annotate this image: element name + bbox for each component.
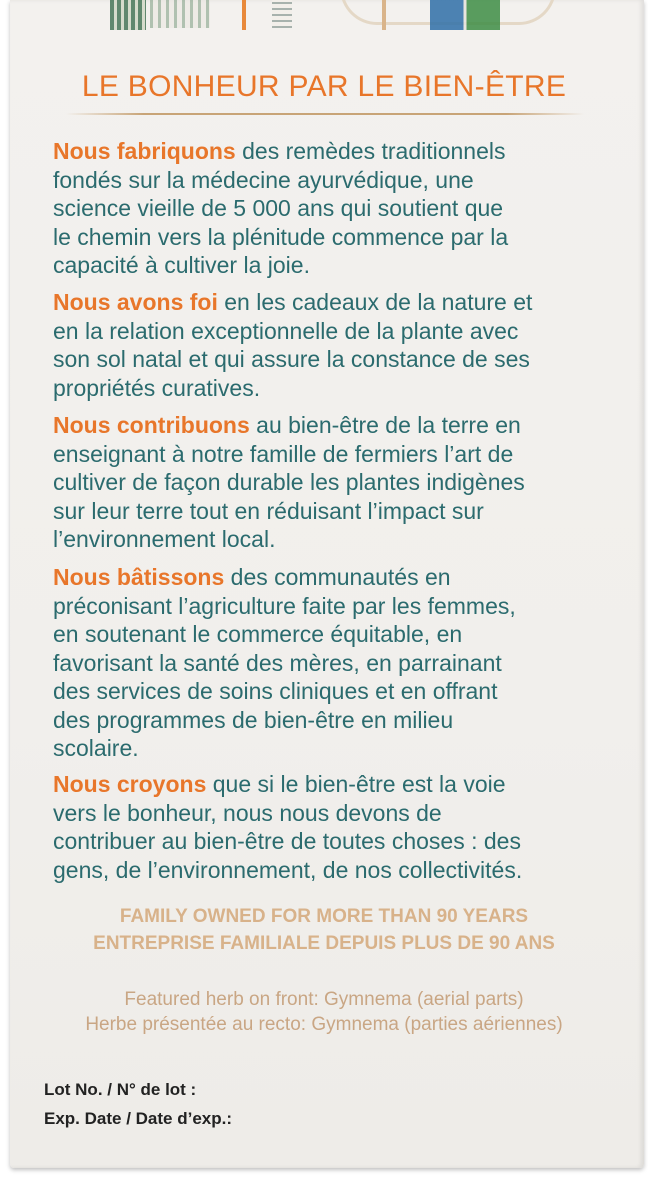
paragraph-line: en les cadeaux de la nature et (217, 289, 533, 315)
paragraph-line: l’environnement local. (53, 526, 276, 552)
top-edge-graphic (110, 0, 146, 30)
featured-herb-fr: Herbe présentée au recto: Gymnema (parties aériennes) (85, 1014, 563, 1035)
paragraph-fabriquons (53, 137, 613, 280)
paragraph-lead: Nous avons foi (53, 289, 218, 315)
paragraph-line: propriétés curatives. (53, 374, 261, 401)
expiry-date-label: Exp. Date / Date d’exp.: (44, 1109, 232, 1128)
paragraph-line: cultiver de façon durable les plantes indigènes (53, 469, 525, 495)
paragraph-line: au bien-être de la terre en (249, 412, 521, 438)
paragraph-line: son sol natal et qui assure la constance de ses (53, 346, 530, 372)
lot-number-label: Lot No. / N° de lot : (44, 1080, 197, 1099)
paragraph-line: en la relation exceptionnelle de la plante avec (53, 317, 519, 344)
paragraph-batissons (53, 563, 613, 763)
paragraph-line: préconisant l’agriculture faite par les femmes, (53, 592, 516, 619)
paragraph-croyons (53, 770, 613, 884)
paragraph-avons-foi (53, 288, 613, 402)
paragraph-line: des services de soins cliniques et en offrant (53, 678, 498, 704)
paragraph-lead: Nous contribuons (53, 412, 250, 438)
paragraph-line: le chemin vers la plénitude commence par la (53, 223, 509, 250)
paragraph-line: gens, de l’environnement, de nos collectivités. (53, 856, 523, 883)
paragraph-line: capacité à cultiver la joie. (53, 252, 310, 278)
paragraph-line: science vieille de 5 000 ans qui soutient que (53, 195, 504, 221)
package-top-edge-artwork (10, 0, 644, 38)
paragraph-contribuons (53, 411, 613, 554)
paragraph-line: des programmes de bien-être en milieu (53, 706, 454, 733)
paragraph-line: des remèdes traditionnels (235, 138, 506, 164)
paragraph-line: contribuer au bien-être de toutes choses : des (53, 828, 521, 854)
paragraph-line: scolaire. (53, 735, 139, 761)
paragraph-lead: Nous fabriquons (53, 138, 236, 164)
paragraph-lead: Nous croyons (53, 771, 207, 797)
paragraph-lead: Nous bâtissons (53, 564, 225, 590)
paragraph-line: des communautés en (224, 564, 451, 590)
page-title: LE BONHEUR PAR LE BIEN-ÊTRE (81, 70, 567, 103)
paragraph-line: favorisant la santé des mères, en parrainant (53, 649, 502, 676)
family-owned-en: FAMILY OWNED FOR MORE THAN 90 YEARS (119, 906, 529, 927)
top-edge-divider (382, 0, 386, 30)
paragraph-line: vers le bonheur, nous nous devons de (53, 799, 442, 826)
paragraph-line: sur leur terre tout en réduisant l’impact sur (53, 497, 484, 524)
paragraph-line: que si le bien-être est la voie (206, 771, 506, 797)
paragraph-line: enseignant à notre famille de fermiers l’art de (53, 440, 514, 467)
title-underline (66, 113, 584, 115)
family-owned-fr: ENTREPRISE FAMILIALE DEPUIS PLUS DE 90 ANS (93, 933, 555, 954)
top-edge-graphic (272, 0, 292, 28)
top-edge-graphic (150, 0, 210, 28)
featured-herb-en: Featured herb on front: Gymnema (aerial parts) (124, 989, 524, 1010)
top-edge-divider (242, 0, 246, 30)
paragraph-line: en soutenant le commerce équitable, en (53, 621, 463, 647)
paragraph-line: fondés sur la médecine ayurvédique, une (53, 166, 474, 193)
top-edge-certification-badges (430, 0, 500, 30)
